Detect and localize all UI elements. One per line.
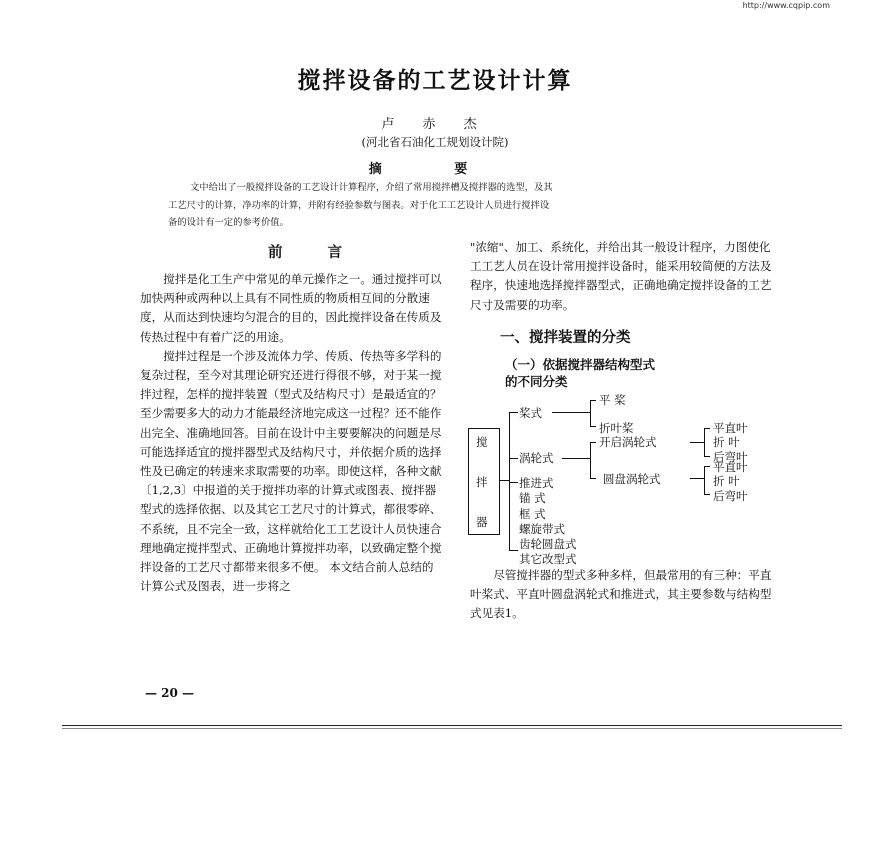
root-char: 器: [476, 515, 488, 529]
connector: [690, 442, 704, 443]
level1-item: 涡轮式: [519, 451, 554, 465]
right-column-paragraph: [470, 566, 772, 624]
preface-heading: 前 言: [268, 244, 363, 261]
connector: [552, 412, 590, 413]
root-char: 拌: [476, 475, 488, 489]
paper-title: 搅拌设备的工艺设计计算: [297, 67, 573, 94]
abstract-line: 备的设计有一定的参考价值。: [168, 217, 289, 228]
right-column-intro: [470, 238, 772, 315]
paddle-type: 折叶桨: [599, 421, 634, 435]
paragraph: 搅拌过程是一个涉及流体力学、传质、传热等多学科的复杂过程，至今对其理论研究还进行得很不够，对于某一搅拌过程，怎样的搅拌装置（型式及结构尺寸）是最适宜的？至少需要多大的动力才能最经济地完成这一过程？还不能作出完全、准确地回答。目前在设计中主要要解决的问题是尽可能选择适宜的搅拌器型式及结构尺寸，并依据介质的选择性及已确定的转速来求取需要的功率。即使这样，各种文献〔1,2,3〕中报道的关于搅拌功率的计算式或图表、搅拌器型式的选择依据、以及其它工艺尺寸的计算式，都很零碎、不系统，且不完全一致，这样就给化工工艺设计人员快速合理地确定搅拌型式、正确地计算搅拌功率，以致确定整个搅拌设备的工艺尺寸都带来很多不便。 本文结合前人总结的计算公式及图表，进一步将之: [140, 348, 442, 594]
connector: [704, 456, 710, 457]
blade-type: 折 叶: [713, 435, 740, 449]
connector: [704, 466, 705, 494]
affiliation: (河北省石油化工规划设计院): [361, 135, 509, 149]
abstract-text: [168, 179, 748, 232]
turbine-type: 开启涡轮式: [599, 435, 657, 449]
root-char: 搅: [476, 435, 488, 449]
branch: [509, 550, 518, 551]
bottom-rule: [62, 725, 842, 726]
connector: [704, 494, 710, 495]
abstract-line: 文中给出了一般搅拌设备的工艺设计计算程序，介绍了常用搅拌槽及搅拌器的选型，及其: [190, 182, 553, 193]
connector: [590, 426, 596, 427]
connector: [704, 428, 710, 429]
blade-type: 后弯叶: [713, 450, 748, 464]
subsection-heading: （一）依据搅拌器结构型式: [505, 357, 656, 372]
author: 卢 赤 杰: [381, 117, 489, 132]
abstract-line: 工艺尺寸的计算，净功率的计算，并附有经验参数与图表。对于化工工艺设计人员进行搅拌设: [168, 199, 550, 211]
connector: [704, 466, 710, 467]
level1-item: 其它改型式: [519, 552, 577, 566]
branch: [509, 458, 518, 459]
level1-item: 齿轮圆盘式: [519, 537, 577, 551]
turbine-type: 圆盘涡轮式: [603, 472, 661, 486]
blade-type: 后弯叶: [713, 489, 748, 503]
level1-item: 框 式: [519, 507, 546, 521]
bottom-rule: [62, 728, 842, 729]
paragraph: 搅拌是化工生产中常见的单元操作之一。通过搅拌可以加快两种或两种以上具有不同性质的物质相互间的分散速度，从而达到快速均匀混合的目的，因此搅拌设备在传质及传热过程中有着广泛的用途。: [140, 272, 442, 344]
level1-item: 推进式: [519, 476, 554, 490]
paddle-type: 平 桨: [599, 393, 626, 407]
connector: [562, 458, 590, 459]
blade-type: 平直叶: [713, 460, 748, 474]
spine: [500, 480, 509, 481]
paragraph: 尽管搅拌器的型式多种多样，但最常用的有三种：平直叶桨式、平直叶圆盘涡轮式和推进式，其主要参数与结构型式见表1。: [470, 568, 772, 621]
level1-item: 螺旋带式: [519, 522, 565, 536]
connector: [590, 478, 596, 479]
connector: [590, 400, 596, 401]
branch: [509, 482, 518, 483]
connector: [690, 478, 704, 479]
abstract-heading: 摘 要: [368, 162, 502, 177]
blade-type: 折 叶: [713, 474, 740, 488]
level1-item: 锚 式: [519, 491, 546, 505]
left-column-text: [140, 270, 442, 596]
branch: [509, 412, 518, 413]
page-number: — 20 —: [145, 686, 195, 700]
watermark: http://www.cqpip.com: [742, 1, 830, 10]
spine: [509, 412, 510, 550]
connector: [704, 428, 705, 456]
level1-item: 桨式: [519, 406, 542, 420]
paragraph: "浓缩"、加工、系统化，并给出其一般设计程序，力图使化工工艺人员在设计常用搅拌设备时，能采用较简便的方法及程序，快速地选择搅拌器型式，正确地确定搅拌设备的工艺尺寸及需要的功率。: [470, 240, 772, 312]
blade-type: 平直叶: [713, 421, 748, 435]
connector: [590, 442, 591, 478]
connector: [590, 442, 596, 443]
subsection-heading-cont: 的不同分类: [505, 374, 568, 389]
section-heading: 一、搅拌装置的分类: [500, 329, 631, 346]
connector: [590, 400, 591, 426]
